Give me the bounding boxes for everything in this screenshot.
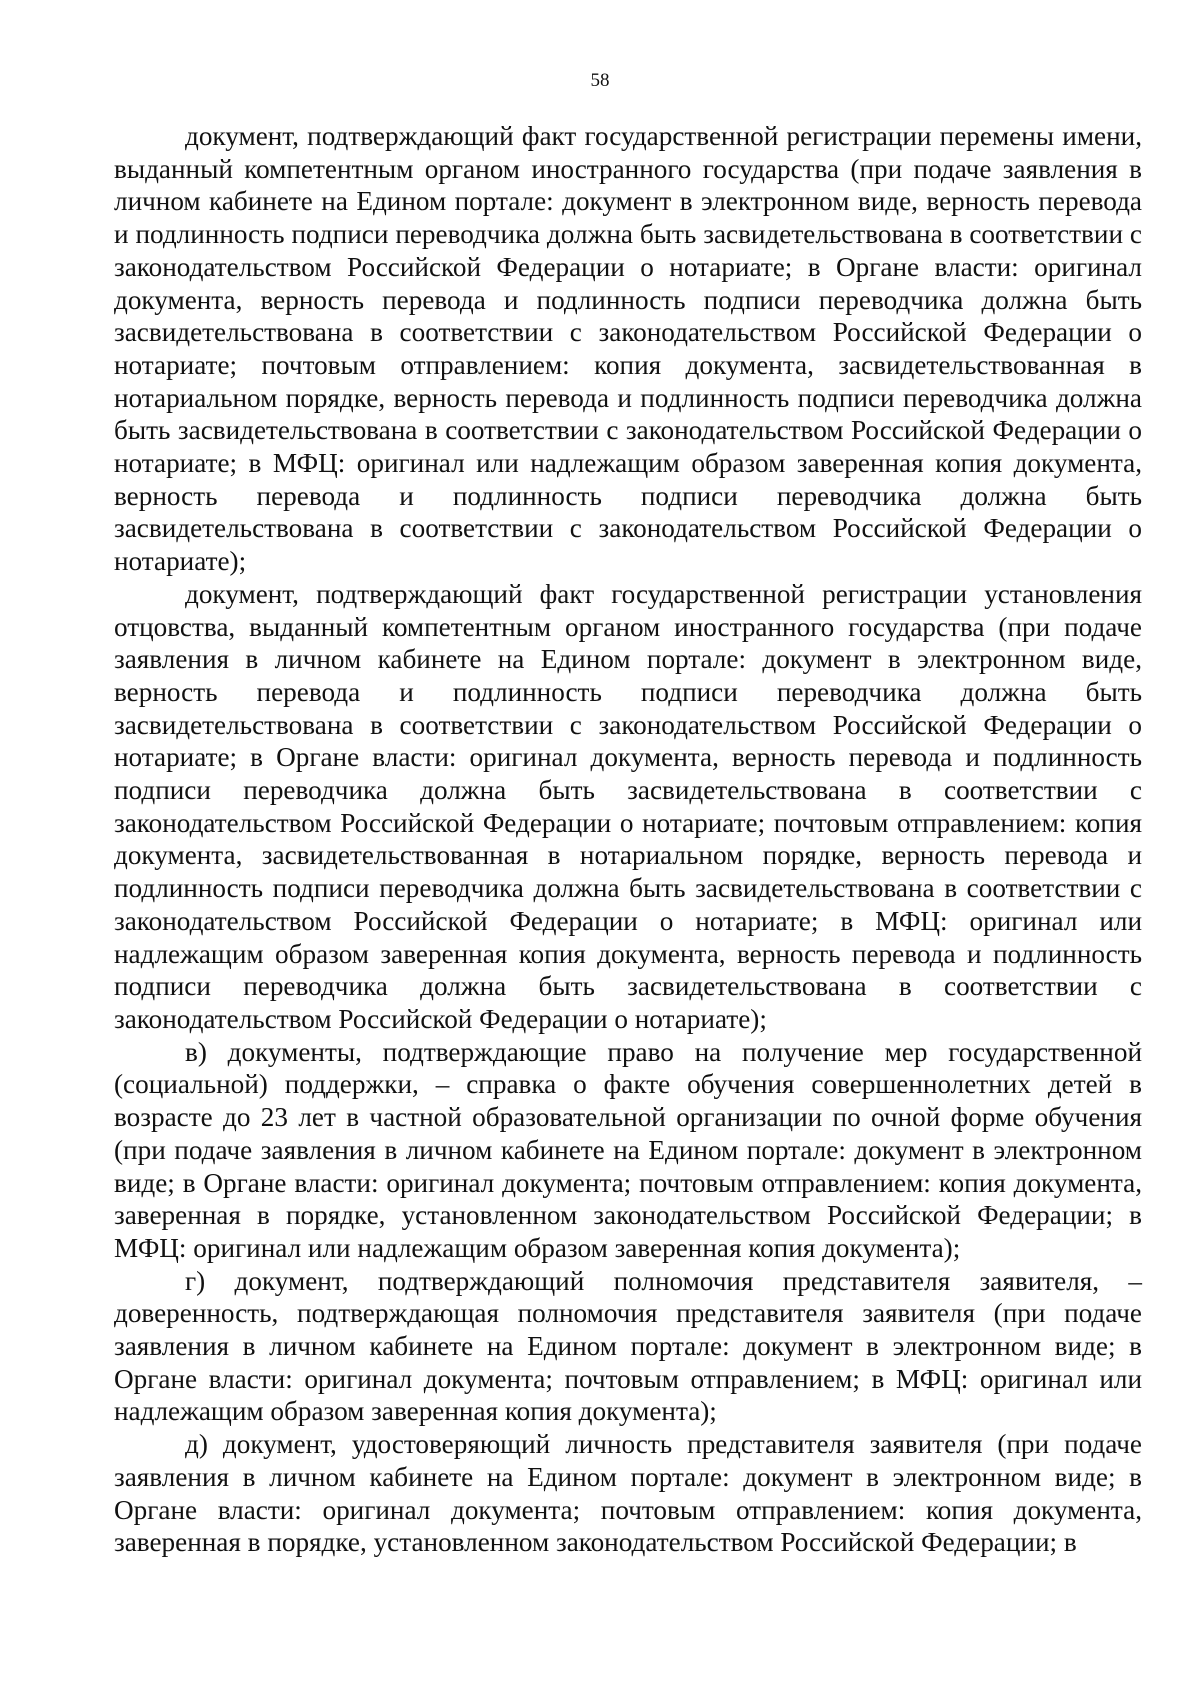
paragraph-item-d-representative-id: д) документ, удостоверяющий личность представителя заявителя (при подаче заявления в личном кабинете на Едином портале: документ в электронном виде; в Органе власти: оригинал документа; почтовым отправлением: копия документа, заверенная в порядке, установленном законодательством Российской Федерации; в (114, 1429, 1142, 1558)
paragraph-name-change-document: документ, подтверждающий факт государственной регистрации перемены имени, выданный компетентным органом иностранного государства (при подаче заявления в личном кабинете на Едином портале: документ в электронном виде, верность перевода и подлинность подписи переводчика должна быть засвидетельствована в соответствии с законодательством Российской Федерации о нотариате; в Органе власти: оригинал документа, верность перевода и подлинность подписи переводчика должна быть засвидетельствована в соответствии с законодательством Российской Федерации о нотариате; почтовым отправлением: копия документа, засвидетельствованная в нотариальном порядке, верность перевода и подлинность подписи переводчика должна быть засвидетельствована в соответствии с законодательством Российской Федерации о нотариате; в МФЦ: оригинал или надлежащим образом заверенная копия документа, верность перевода и подлинность подписи переводчика должна быть засвидетельствована в соответствии с законодательством Российской Федерации о нотариате); (114, 121, 1142, 577)
paragraph-item-v-support-documents: в) документы, подтверждающие право на получение мер государственной (социальной) поддержки, – справка о факте обучения совершеннолетних детей в возрасте до 23 лет в частной образовательной организации по очной форме обучения (при подаче заявления в личном кабинете на Едином портале: документ в электронном виде; в Органе власти: оригинал документа; почтовым отправлением: копия документа, заверенная в порядке, установленном законодательством Российской Федерации; в МФЦ: оригинал или надлежащим образом заверенная копия документа); (114, 1036, 1142, 1263)
paragraph-paternity-document: документ, подтверждающий факт государственной регистрации установления отцовства, выданный компетентным органом иностранного государства (при подаче заявления в личном кабинете на Едином портале: документ в электронном виде, верность перевода и подлинность подписи переводчика должна быть засвидетельствована в соответствии с законодательством Российской Федерации о нотариате; в Органе власти: оригинал документа, верность перевода и подлинность подписи переводчика должна быть засвидетельствована в соответствии с законодательством Российской Федерации о нотариате; почтовым отправлением: копия документа, засвидетельствованная в нотариальном порядке, верность перевода и подлинность подписи переводчика должна быть засвидетельствована в соответствии с законодательством Российской Федерации о нотариате; в МФЦ: оригинал или надлежащим образом заверенная копия документа, верность перевода и подлинность подписи переводчика должна быть засвидетельствована в соответствии с законодательством Российской Федерации о нотариате); (114, 578, 1142, 1034)
document-body (114, 120, 1142, 1559)
page-number: 58 (590, 70, 610, 91)
paragraph-item-g-power-of-attorney: г) документ, подтверждающий полномочия представителя заявителя, – доверенность, подтверждающая полномочия представителя заявителя (при подаче заявления в личном кабинете на Едином портале: документ в электронном виде; в Органе власти: оригинал документа; почтовым отправлением; в МФЦ: оригинал или надлежащим образом заверенная копия документа); (114, 1265, 1142, 1427)
